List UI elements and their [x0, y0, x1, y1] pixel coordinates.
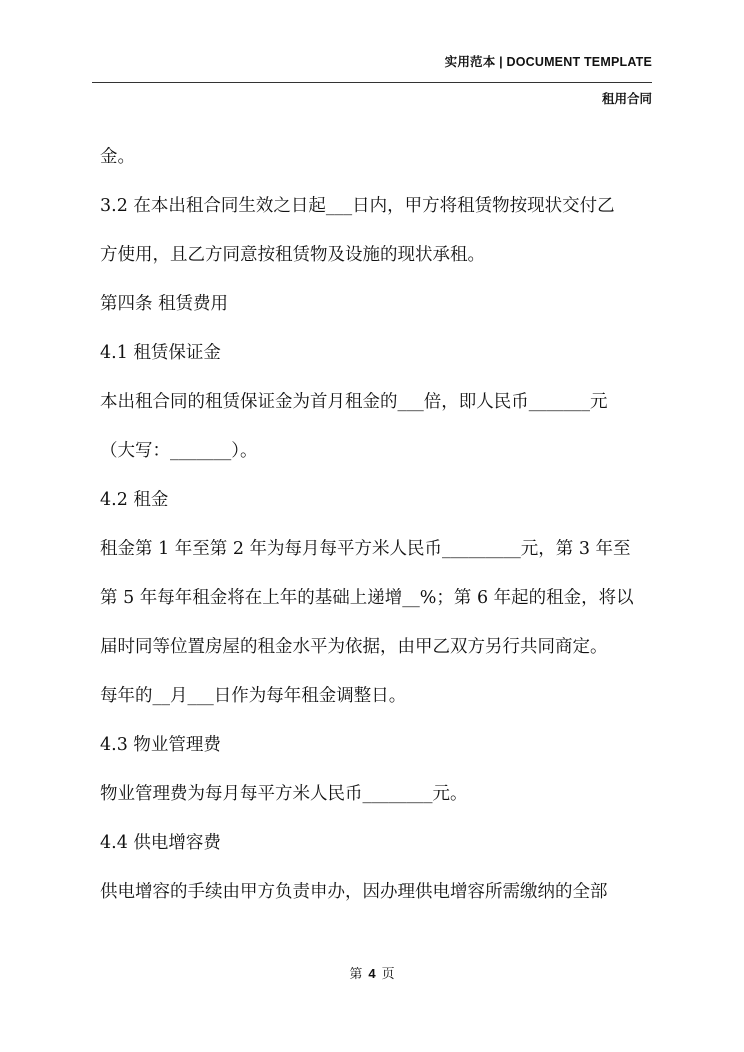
body-line: 供电增容的手续由甲方负责申办，因办理供电增容所需缴纳的全部 — [100, 882, 608, 902]
contract-body — [100, 139, 660, 923]
body-line: 本出租合同的租赁保证金为首月租金的___倍，即人民币_______元 — [100, 392, 608, 412]
page-suffix: 页 — [381, 967, 395, 982]
body-line: （大写：_______）。 — [100, 441, 258, 461]
header-document-template-label: 实用范本 | DOCUMENT TEMPLATE — [444, 55, 652, 69]
body-line: 租金第 1 年至第 2 年为每月每平方米人民币_________元，第 3 年至 — [100, 539, 631, 559]
body-line: 第 5 年每年租金将在上年的基础上递增__%；第 6 年起的租金，将以 — [100, 588, 634, 608]
body-line: 金。 — [100, 147, 135, 167]
subsection-heading: 4.1 租赁保证金 — [100, 343, 221, 363]
subsection-heading: 4.4 供电增容费 — [100, 833, 221, 853]
page-number: 4 — [368, 966, 376, 981]
body-line: 每年的__月___日作为每年租金调整日。 — [100, 686, 407, 706]
body-line: 物业管理费为每月每平方米人民币________元。 — [100, 784, 468, 804]
body-line: 届时同等位置房屋的租金水平为依据，由甲乙双方另行共同商定。 — [100, 637, 608, 657]
body-line: 3.2 在本出租合同生效之日起___日内，甲方将租赁物按现状交付乙 — [100, 196, 615, 216]
subsection-heading: 4.3 物业管理费 — [100, 735, 221, 755]
header-divider — [92, 82, 652, 83]
body-line: 方使用，且乙方同意按租赁物及设施的现状承租。 — [100, 245, 485, 265]
section-heading: 第四条 租赁费用 — [100, 294, 229, 314]
page-prefix: 第 — [349, 967, 363, 982]
page-footer — [0, 963, 744, 982]
document-title: 租用合同 — [601, 92, 652, 106]
subsection-heading: 4.2 租金 — [100, 490, 169, 510]
